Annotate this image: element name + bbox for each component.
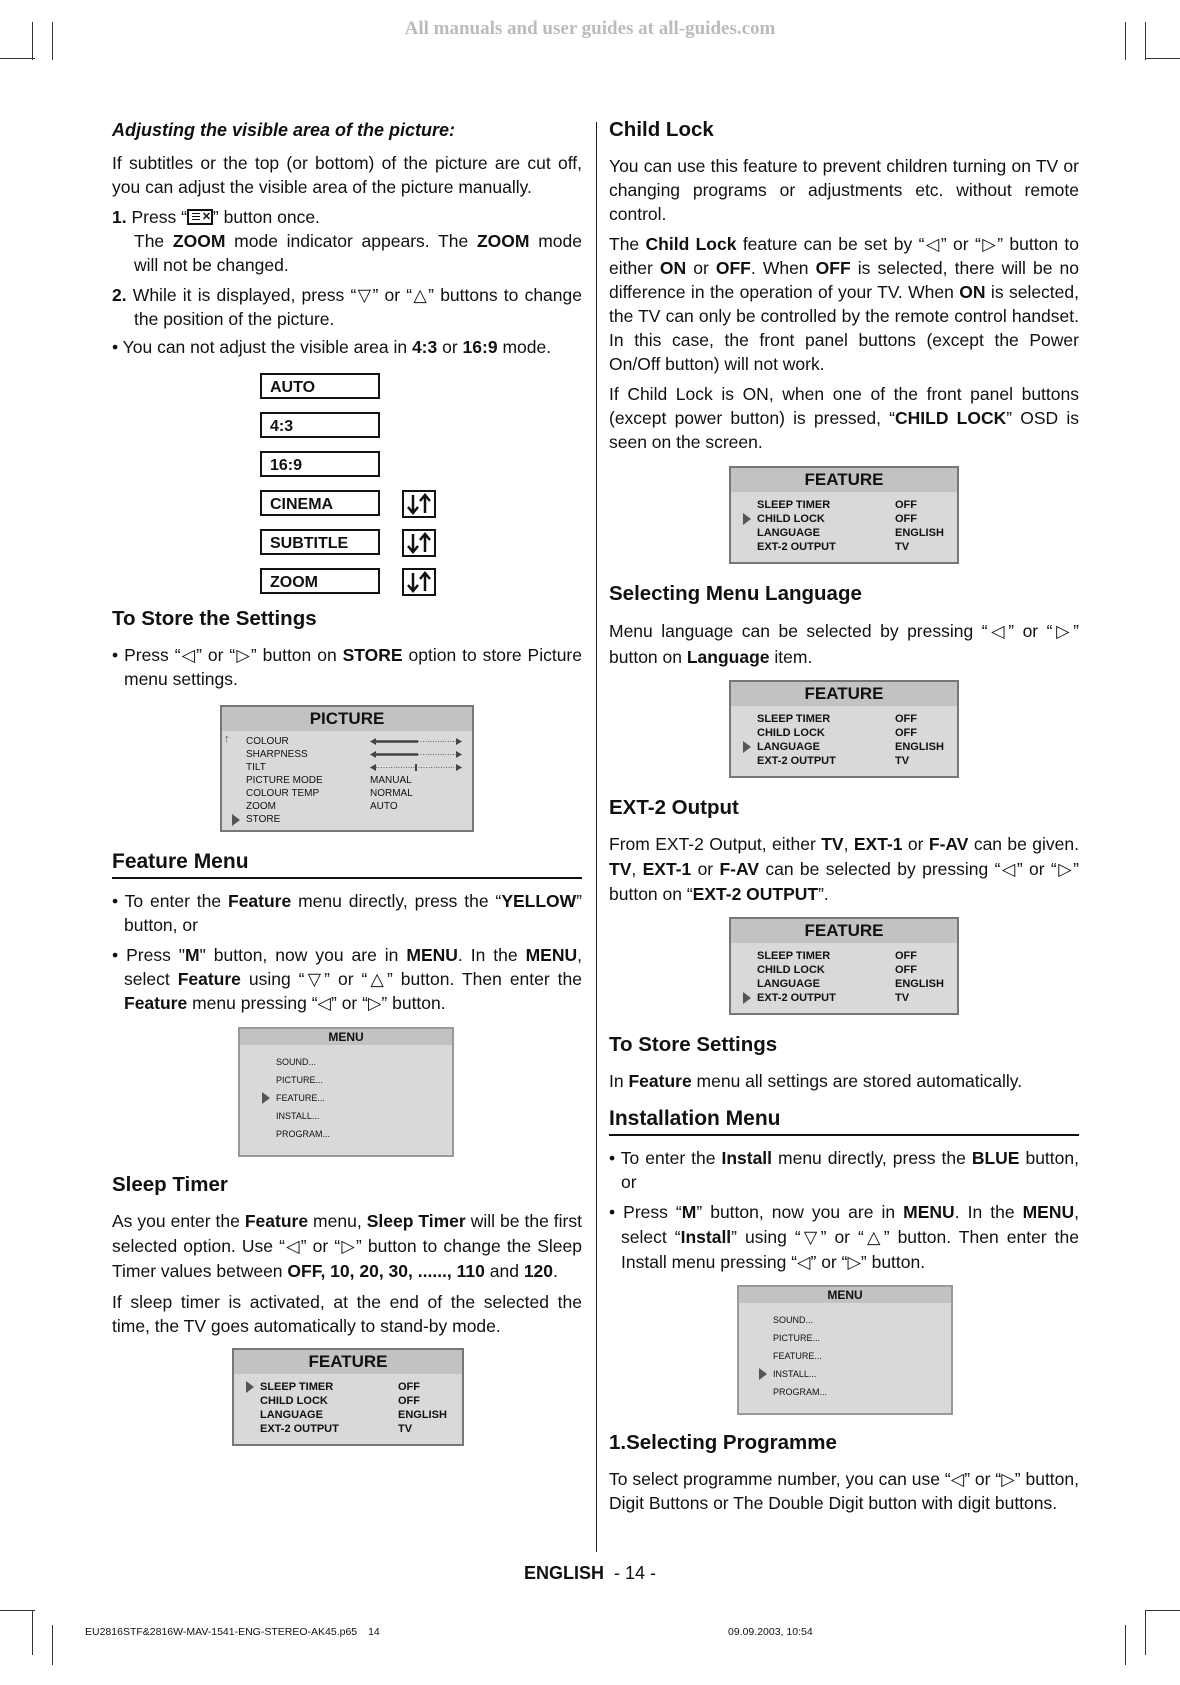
crop-mark bbox=[1145, 1610, 1146, 1655]
page-number: ENGLISH - 14 - bbox=[523, 1563, 657, 1583]
osd-row: SLEEP TIMER OFF bbox=[757, 499, 917, 511]
store-settings-auto-text: In Feature menu all settings are stored automatically. bbox=[609, 1071, 1023, 1091]
osd-row-selected: STORE bbox=[246, 814, 281, 825]
crop-mark bbox=[1125, 1625, 1126, 1665]
osd-row: CHILD LOCK OFF bbox=[260, 1395, 420, 1407]
zoom-mode-16-9: 16:9 bbox=[260, 451, 380, 477]
left-column bbox=[112, 110, 582, 1446]
menu-item-feature: FEATURE... bbox=[773, 1351, 822, 1361]
osd-row: EXT-2 OUTPUT TV bbox=[757, 541, 910, 553]
osd-row-selected: CHILD LOCK OFF bbox=[757, 513, 917, 525]
column-divider bbox=[596, 122, 597, 1552]
main-menu-osd-title: MENU bbox=[240, 1029, 452, 1045]
feature-osd-sleep bbox=[232, 1348, 464, 1446]
feature-menu-step-1: • To enter the Feature menu directly, press the “YELLOW” button, or bbox=[112, 891, 582, 935]
osd-row: PICTURE MODE MANUAL bbox=[246, 775, 412, 786]
visible-area-note: • You can not adjust the visible area in 4:3 or 16:9 mode. bbox=[112, 337, 552, 357]
store-settings-text: • Press “◁” or “▷” button on STORE option to store Picture menu settings. bbox=[112, 645, 582, 689]
menu-language-heading: Selecting Menu Language bbox=[609, 582, 862, 605]
menu-item-picture: PICTURE... bbox=[276, 1075, 324, 1085]
osd-row: COLOUR TEMP NORMAL bbox=[246, 788, 413, 799]
zoom-mode-auto: AUTO bbox=[260, 373, 380, 399]
feature-osd-ext2 bbox=[729, 917, 959, 1015]
step-2: 2. While it is displayed, press “▽” or “△” buttons to change the position of the picture. bbox=[112, 285, 582, 329]
ext2-output-heading: EXT-2 Output bbox=[609, 796, 739, 819]
osd-row: SLEEP TIMER OFF bbox=[757, 950, 917, 962]
sharpness-slider bbox=[370, 750, 462, 758]
zoom-mode-subtitle: SUBTITLE bbox=[260, 529, 380, 555]
up-down-arrows-icon bbox=[402, 568, 436, 596]
feature-osd-title: FEATURE bbox=[234, 1350, 462, 1374]
tilt-slider bbox=[370, 763, 462, 771]
feature-menu-heading: Feature Menu bbox=[112, 850, 582, 879]
visible-area-intro: If subtitles or the top (or bottom) of the picture are cut off, you can adjust the visible area of the picture manually. bbox=[112, 153, 582, 197]
osd-row: EXT-2 OUTPUT TV bbox=[757, 755, 910, 767]
child-lock-intro: You can use this feature to prevent children turning on TV or changing programs or adjustments etc. without remote control. bbox=[609, 156, 1079, 224]
crop-mark bbox=[0, 1610, 35, 1611]
step-1-detail: The ZOOM mode indicator appears. The ZOOM mode will not be changed. bbox=[134, 231, 582, 275]
zoom-mode-zoom: ZOOM bbox=[260, 568, 380, 594]
menu-item-feature: FEATURE... bbox=[276, 1093, 325, 1103]
osd-row: TILT bbox=[222, 761, 472, 774]
menu-item-picture: PICTURE... bbox=[773, 1333, 821, 1343]
footer-filename: EU2816STF&2816W-MAV-1541-ENG-STEREO-AK45.p65 14 bbox=[85, 1626, 380, 1638]
crop-mark bbox=[1145, 58, 1180, 59]
footer-date: 09.09.2003, 10:54 bbox=[728, 1626, 813, 1638]
menu-item-sound: SOUND... bbox=[773, 1315, 814, 1325]
feature-osd-title: FEATURE bbox=[731, 468, 957, 492]
osd-row: SLEEP TIMER OFF bbox=[757, 713, 917, 725]
installation-menu-heading: Installation Menu bbox=[609, 1107, 1079, 1136]
zoom-mode-list bbox=[260, 373, 582, 594]
up-down-arrows-icon bbox=[402, 529, 436, 557]
menu-item-program: PROGRAM... bbox=[773, 1387, 828, 1397]
zoom-mode-4-3: 4:3 bbox=[260, 412, 380, 438]
store-settings-auto-heading: To Store Settings bbox=[609, 1033, 778, 1056]
installation-step-2: • Press “M” button, now you are in MENU. In the MENU, select “Install” using “▽” or “△” button. Then enter the Install menu pressing “◁” or “▷” button. bbox=[609, 1202, 1080, 1272]
main-menu-osd bbox=[238, 1027, 454, 1157]
main-menu-osd-install bbox=[737, 1285, 953, 1415]
menu-language-text: Menu language can be selected by pressing “◁” or “▷” button on Language item. bbox=[609, 621, 1079, 667]
child-lock-heading: Child Lock bbox=[609, 118, 714, 141]
selecting-programme-text: To select programme number, you can use “◁” or “▷” button, Digit Buttons or The Double Digit button with digit buttons. bbox=[609, 1469, 1079, 1513]
installation-step-1: • To enter the Install menu directly, press the BLUE button, or bbox=[609, 1148, 1079, 1192]
scroll-up-icon: ↑ bbox=[224, 733, 230, 745]
crop-mark bbox=[1145, 1610, 1180, 1611]
crop-mark bbox=[52, 1625, 53, 1665]
crop-mark bbox=[32, 1610, 33, 1655]
osd-row: LANGUAGE ENGLISH bbox=[757, 978, 944, 990]
osd-row-selected: LANGUAGE ENGLISH bbox=[757, 741, 944, 753]
osd-row-selected: EXT-2 OUTPUT TV bbox=[757, 992, 910, 1004]
zoom-button-icon: ✕ bbox=[187, 209, 213, 225]
main-menu-osd-title: MENU bbox=[739, 1287, 951, 1303]
osd-row: CHILD LOCK OFF bbox=[757, 727, 917, 739]
feature-osd-language bbox=[729, 680, 959, 778]
up-down-arrows-icon bbox=[402, 490, 436, 518]
osd-row: LANGUAGE ENGLISH bbox=[757, 527, 944, 539]
feature-osd-title: FEATURE bbox=[731, 919, 957, 943]
right-column bbox=[609, 110, 1079, 1521]
feature-osd-child-lock bbox=[729, 466, 959, 564]
osd-row: CHILD LOCK OFF bbox=[757, 964, 917, 976]
zoom-mode-cinema: CINEMA bbox=[260, 490, 380, 516]
osd-row: SHARPNESS bbox=[222, 748, 472, 761]
watermark: All manuals and user guides at all-guides.com bbox=[404, 18, 776, 39]
sleep-timer-heading: Sleep Timer bbox=[112, 1173, 228, 1196]
crop-mark bbox=[0, 58, 35, 59]
selecting-programme-heading: 1.Selecting Programme bbox=[609, 1431, 837, 1454]
footer-file-page: 14 bbox=[368, 1626, 380, 1638]
picture-osd bbox=[220, 705, 474, 832]
menu-item-install: INSTALL... bbox=[276, 1111, 320, 1121]
menu-item-install: INSTALL... bbox=[773, 1369, 817, 1379]
child-lock-detail: The Child Lock feature can be set by “◁” or “▷” button to either ON or OFF. When OFF is selected, there will be no difference in the operation of your TV. When ON is selected, the TV can only be controlled by the remote control handset. In this case, the front panel buttons (except the Power On/Off button) will not work. bbox=[609, 234, 1080, 374]
store-settings-heading: To Store the Settings bbox=[112, 607, 317, 630]
child-lock-osd-note: If Child Lock is ON, when one of the front panel buttons (except power button) is pressed, “CHILD LOCK” OSD is seen on the screen. bbox=[609, 384, 1079, 452]
menu-item-program: PROGRAM... bbox=[276, 1129, 331, 1139]
feature-menu-step-2: • Press "M" button, now you are in MENU. In the MENU, select Feature using “▽” or “△” button. Then enter the Feature menu pressing “◁” or “▷” button. bbox=[112, 945, 583, 1013]
sleep-timer-text: As you enter the Feature menu, Sleep Timer will be the first selected option. Use “◁” or “▷” button to change the Sleep Timer values between OFF, 10, 20, 30, ......, 110 and 120. bbox=[112, 1211, 583, 1281]
osd-row-selected: SLEEP TIMER OFF bbox=[260, 1381, 420, 1393]
osd-row: LANGUAGE ENGLISH bbox=[260, 1409, 447, 1421]
ext2-output-text: From EXT-2 Output, either TV, EXT-1 or F-AV can be given. TV, EXT-1 or F-AV can be selected by pressing “◁” or “▷” button on “EXT-2 OUTPUT”. bbox=[609, 834, 1079, 904]
sleep-timer-note: If sleep timer is activated, at the end of the selected the time, the TV goes automatically to stand-by mode. bbox=[112, 1292, 582, 1336]
feature-osd-title: FEATURE bbox=[731, 682, 957, 706]
menu-item-sound: SOUND... bbox=[276, 1057, 317, 1067]
visible-area-heading: Adjusting the visible area of the picture: bbox=[112, 120, 456, 140]
osd-row: ZOOM AUTO bbox=[246, 801, 398, 812]
osd-row: EXT-2 OUTPUT TV bbox=[260, 1423, 413, 1435]
osd-row: COLOUR bbox=[222, 735, 472, 748]
picture-osd-title: PICTURE bbox=[222, 707, 472, 731]
colour-slider bbox=[370, 737, 462, 745]
step-1: 1. Press “ ✕ ” button once. bbox=[112, 207, 320, 227]
